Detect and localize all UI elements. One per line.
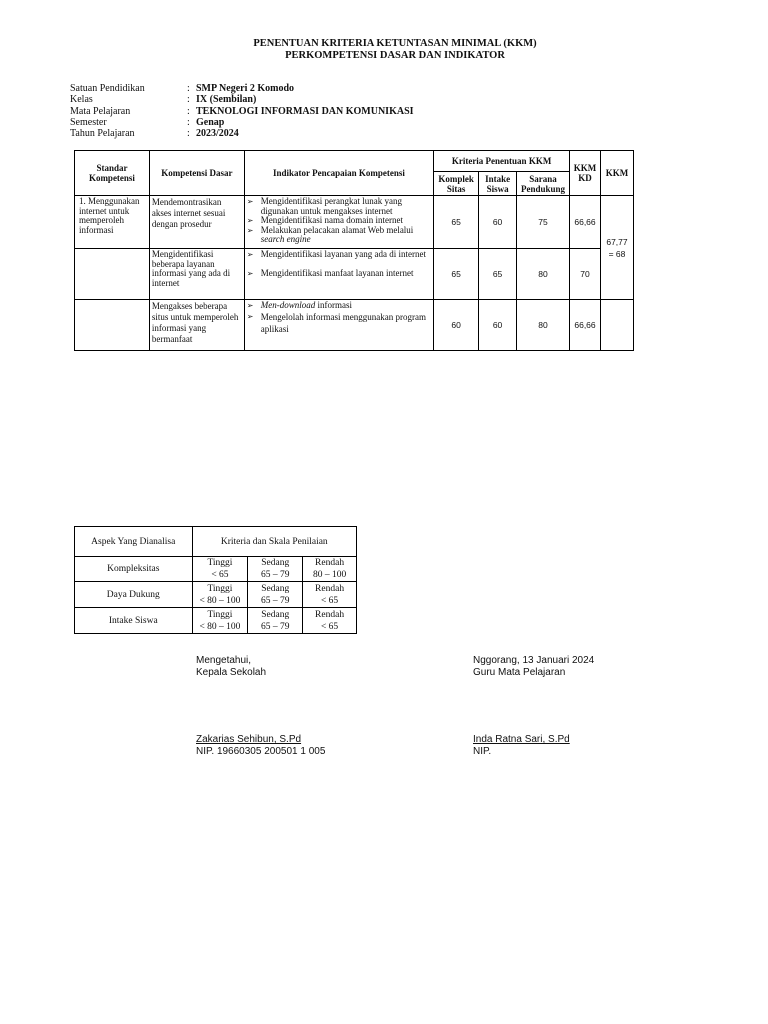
info-row-satuan	[70, 83, 414, 94]
signature-left-name: Zakarias Sehibun, S.Pd	[196, 734, 302, 745]
aspek-table	[74, 526, 357, 634]
kd-cell: Mengidentifikasi beberapa layanan informasi yang ada di internet	[149, 249, 244, 300]
intake-value: 60	[479, 300, 517, 351]
kkm-kd-value: 66,66	[570, 300, 601, 351]
list-item	[247, 226, 431, 245]
header-kkm-kd: KKM KD	[570, 151, 601, 196]
info-label: Kelas	[70, 94, 93, 106]
document-title	[200, 38, 590, 62]
header-kompetensi: Kompetensi Dasar	[149, 151, 244, 196]
info-value: IX (Sembilan)	[196, 94, 257, 106]
header-intake: Intake Siswa	[479, 172, 517, 196]
list-item	[247, 269, 431, 279]
signature-left-header	[196, 655, 266, 679]
aspek-name: Intake Siswa	[75, 608, 193, 634]
info-sep: :	[187, 128, 190, 140]
indikator-italic-text: Men-download	[260, 300, 316, 310]
indikator-italic-text: search engine	[260, 234, 311, 244]
indikator-text: Mengelolah informasi menggunakan program aplikasi	[260, 311, 426, 334]
signature-right-footer	[473, 734, 570, 758]
table-row	[75, 608, 357, 634]
list-item	[247, 197, 431, 216]
kd-cell: Mendemontrasikan akses internet sesuai dengan prosedur	[149, 196, 244, 249]
info-row-semester	[70, 117, 414, 128]
bullet-arrow-icon: ➢	[246, 301, 254, 310]
skala-sedang: Sedang 65 – 79	[248, 557, 303, 582]
kd-cell: Mengakses beberapa situs untuk memperoleh informasi yang bermanfaat	[149, 300, 244, 351]
table-row	[75, 196, 634, 249]
header-indikator: Indikator Pencapaian Kompetensi	[244, 151, 433, 196]
signature-right-header	[473, 655, 594, 679]
kkm-table	[74, 150, 634, 351]
bullet-arrow-icon: ➢	[246, 216, 254, 225]
kkm-kd-value: 70	[570, 249, 601, 300]
standar-kompetensi-empty	[75, 249, 150, 300]
kompleksitas-value: 65	[434, 196, 479, 249]
kompleksitas-value: 65	[434, 249, 479, 300]
info-row-mapel	[70, 106, 414, 117]
signature-right-name: Inda Ratna Sari, S.Pd	[473, 734, 570, 745]
indikator-cell	[244, 249, 433, 300]
intake-value: 65	[479, 249, 517, 300]
info-label: Semester	[70, 116, 107, 128]
indikator-text: Mengidentifikasi perangkat lunak yang digunakan untuk mengakses internet	[260, 196, 402, 216]
table-row	[75, 300, 634, 351]
table-row	[75, 249, 634, 300]
skala-rendah: Rendah 80 – 100	[303, 557, 357, 582]
bullet-arrow-icon: ➢	[246, 250, 254, 259]
info-value: Genap	[196, 116, 225, 128]
info-value: 2023/2024	[196, 128, 239, 140]
signature-right-line2: Guru Mata Pelajaran	[473, 667, 566, 678]
info-sep: :	[187, 116, 190, 128]
indikator-cell	[244, 196, 433, 249]
kriteria-header: Kriteria dan Skala Penilaian	[192, 527, 356, 557]
title-line-2: PERKOMPETENSI DASAR DAN INDIKATOR	[285, 50, 505, 61]
info-row-kelas	[70, 94, 414, 105]
signature-left-nip: NIP. 19660305 200501 1 005	[196, 746, 326, 757]
bullet-arrow-icon: ➢	[246, 225, 254, 235]
info-label: Tahun Pelajaran	[70, 128, 135, 140]
table-row	[75, 582, 357, 608]
indikator-text: Melakukan pelacakan alamat Web melalui	[260, 224, 414, 235]
skala-tinggi: Tinggi < 80 – 100	[192, 582, 248, 608]
header-standar: Standar Kompetensi	[75, 151, 150, 196]
bullet-arrow-icon: ➢	[246, 197, 254, 206]
aspek-header: Aspek Yang Dianalisa	[75, 527, 193, 557]
skala-tinggi: Tinggi < 80 – 100	[192, 608, 248, 634]
kkm-kd-value: 66,66	[570, 196, 601, 249]
list-item	[247, 311, 431, 335]
title-line-1: PENENTUAN KRITERIA KETUNTASAN MINIMAL (KKM)	[253, 38, 537, 49]
list-item	[247, 250, 431, 260]
info-sep: :	[187, 94, 190, 106]
signature-right-nip: NIP.	[473, 746, 492, 757]
header-kkm: KKM	[600, 151, 633, 196]
aspek-name: Daya Dukung	[75, 582, 193, 608]
signature-left-footer	[196, 734, 325, 758]
signature-right-line1: Nggorang, 13 Januari 2024	[473, 655, 595, 666]
skala-rendah: Rendah < 65	[303, 582, 357, 608]
sarana-value: 75	[517, 196, 570, 249]
kkm-total-value: 67,77 = 68	[600, 196, 633, 300]
header-kriteria: Kriteria Penentuan KKM	[434, 151, 570, 172]
bullet-arrow-icon: ➢	[246, 268, 254, 278]
info-row-tahun	[70, 128, 414, 139]
indikator-text: Mengidentifikasi nama domain internet	[260, 215, 403, 225]
kompleksitas-value: 60	[434, 300, 479, 351]
standar-kompetensi-empty	[75, 300, 150, 351]
identity-info	[70, 83, 414, 139]
kkm-empty	[600, 300, 633, 351]
table-row	[75, 557, 357, 582]
indikator-cell	[244, 300, 433, 351]
sarana-value: 80	[517, 249, 570, 300]
skala-tinggi: Tinggi < 65	[192, 557, 248, 582]
skala-sedang: Sedang 65 – 79	[248, 582, 303, 608]
info-sep: :	[187, 83, 190, 94]
sarana-value: 80	[517, 300, 570, 351]
signature-left-line1: Mengetahui,	[196, 655, 252, 666]
standar-kompetensi-cell: 1. Menggunakan internet untuk memperoleh informasi	[75, 196, 150, 249]
bullet-arrow-icon: ➢	[246, 311, 254, 321]
header-sarana: Sarana Pendukung	[517, 172, 570, 196]
indikator-text: Mengidentifikasi layanan yang ada di internet	[260, 249, 426, 259]
aspek-name: Kompleksitas	[75, 557, 193, 582]
indikator-text: Mengidentifikasi manfaat layanan internet	[260, 267, 414, 278]
info-sep: :	[187, 105, 190, 117]
indikator-text: informasi	[315, 300, 353, 310]
info-value: SMP Negeri 2 Komodo	[196, 83, 295, 94]
skala-rendah: Rendah < 65	[303, 608, 357, 634]
list-item	[247, 301, 431, 311]
signature-left-line2: Kepala Sekolah	[196, 667, 267, 678]
header-kompleksitas: Komplek Sitas	[434, 172, 479, 196]
skala-sedang: Sedang 65 – 79	[248, 608, 303, 634]
info-value: TEKNOLOGI INFORMASI DAN KOMUNIKASI	[196, 105, 414, 117]
intake-value: 60	[479, 196, 517, 249]
info-label: Satuan Pendidikan	[70, 83, 145, 94]
info-label: Mata Pelajaran	[70, 105, 131, 117]
